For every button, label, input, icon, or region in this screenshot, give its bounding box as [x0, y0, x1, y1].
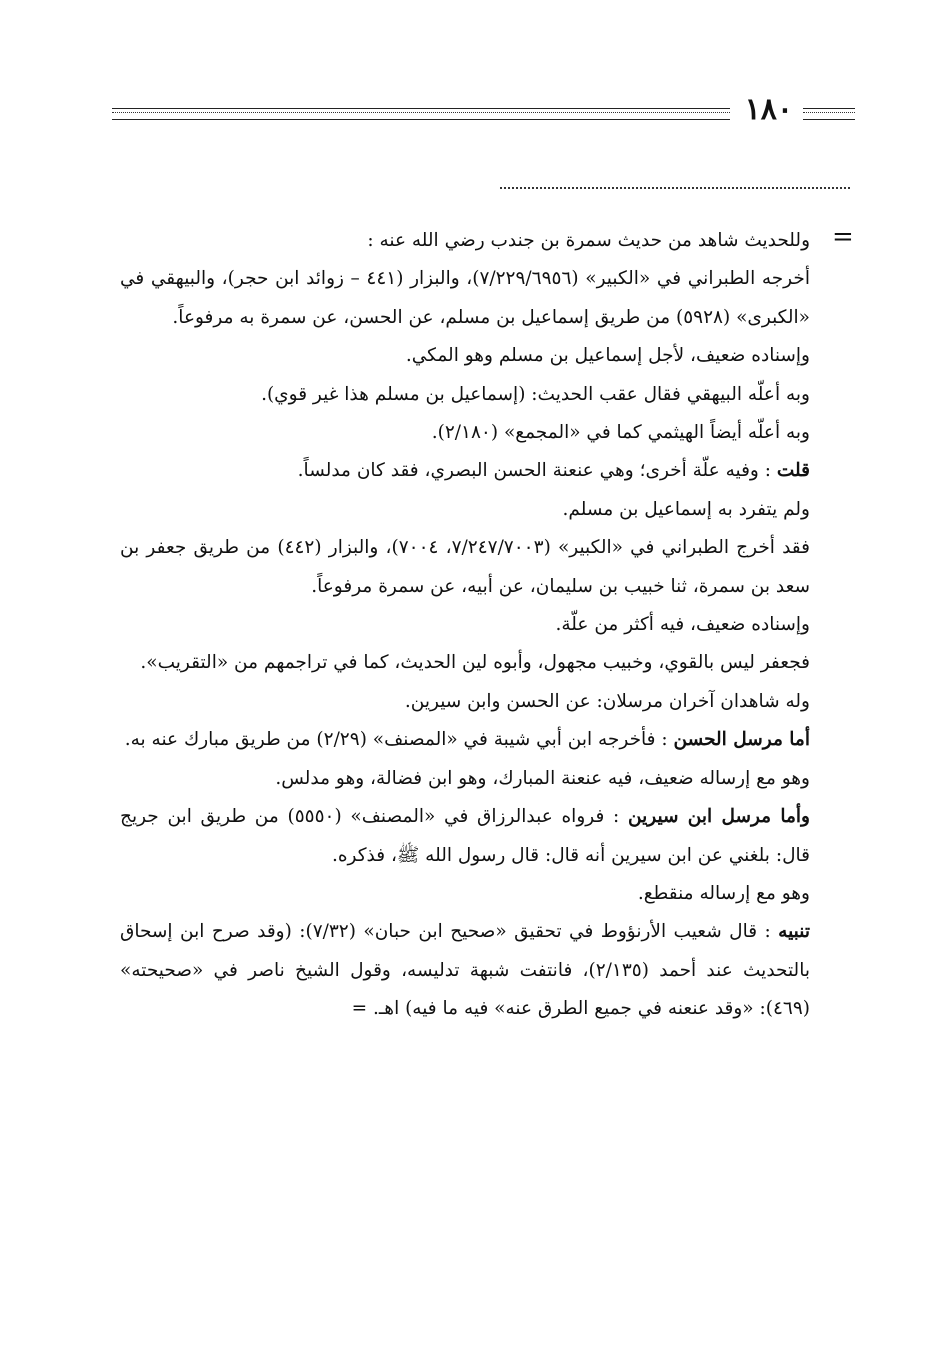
paragraph-6: قلت : وفيه علّة أخرى؛ وهي عنعنة الحسن البصري، فقد كان مدلساً. [297, 460, 810, 482]
paragraph-15: وهو مع إرساله منقطع. [637, 882, 810, 904]
paragraph-1: وللحديث شاهد من حديث سمرة بن جندب رضي الله عنه : [367, 230, 810, 251]
header-rule-long [112, 108, 730, 120]
footnote-separator [500, 187, 850, 189]
continuation-mark: = [832, 222, 854, 252]
lead-qult: قلت [776, 460, 810, 482]
footnote-body [120, 222, 810, 1029]
paragraph-2: أخرجه الطبراني في «الكبير» (٧/٢٢٩/٦٩٥٦)، والبزار (٤٤١ – زوائد ابن حجر)، والبيهقي في «الكبرى» (٥٩٢٨) من طريق إسماعيل بن مسلم، عن الحسن، عن سمرة به مرفوعاً. [120, 268, 810, 328]
paragraph-11: وله شاهدان آخران مرسلان: عن الحسن وابن سيرين. [404, 690, 810, 712]
page-header [112, 92, 855, 132]
lead-mursal-sirin: وأما مرسل ابن سيرين [628, 806, 810, 828]
header-rule-short [803, 108, 855, 120]
lead-mursal-hasan: أما مرسل الحسن [673, 729, 810, 751]
paragraph-9: وإسناده ضعيف، فيه أكثر من علّة. [555, 614, 810, 636]
paragraph-13: وهو مع إرساله ضعيف، فيه عنعنة المبارك، وهو ابن فضالة، وهو مدلس. [275, 767, 810, 789]
paragraph-14: وأما مرسل ابن سيرين : فرواه عبدالرزاق في «المصنف» (٥٥٥٠) من طريق ابن جريج قال: بلغني عن ابن سيرين أنه قال: قال رسول الله ﷺ، فذكره. [120, 806, 810, 866]
page-number: ١٨٠ [744, 92, 793, 127]
paragraph-12: أما مرسل الحسن : فأخرجه ابن أبي شيبة في «المصنف» (٢/٢٩) من طريق مبارك عنه به. [124, 729, 810, 751]
paragraph-5: وبه أعلّه أيضاً الهيثمي كما في «المجمع» (٢/١٨٠). [431, 422, 810, 444]
paragraph-16: تنبيه : قال شعيب الأرنؤوط في تحقيق «صحيح ابن حبان» (٧/٣٢): (وقد صرح ابن إسحاق بالتحديث عند أحمد (٢/١٣٥)، فانتفت شبهة تدليسه، وقول الشيخ ناصر في «صحيحته» (٤٦٩): «وقد عنعنه في جميع الطرق عنه» فيه ما فيه) اهـ. = [120, 921, 810, 1020]
paragraph-3: وإسناده ضعيف، لأجل إسماعيل بن مسلم وهو المكي. [405, 345, 810, 367]
paragraph-7: ولم يتفرد به إسماعيل بن مسلم. [562, 498, 810, 520]
paragraph-4: وبه أعلّه البيهقي فقال عقب الحديث: (إسماعيل بن مسلم هذا غير قوي). [261, 383, 810, 405]
lead-tanbih: تنبيه [778, 921, 810, 943]
paragraph-10: فجعفر ليس بالقوي، وخبيب مجهول، وأبوه لين الحديث، كما في تراجمهم من «التقريب». [140, 652, 810, 674]
paragraph-8: فقد أخرج الطبراني في «الكبير» (٧/٢٤٧/٧٠٠٣، ٧٠٠٤)، والبزار (٤٤٢) من طريق جعفر بن سعد بن سمرة، ثنا خبيب بن سليمان، عن أبيه، عن سمرة مرفوعاً. [120, 537, 810, 597]
